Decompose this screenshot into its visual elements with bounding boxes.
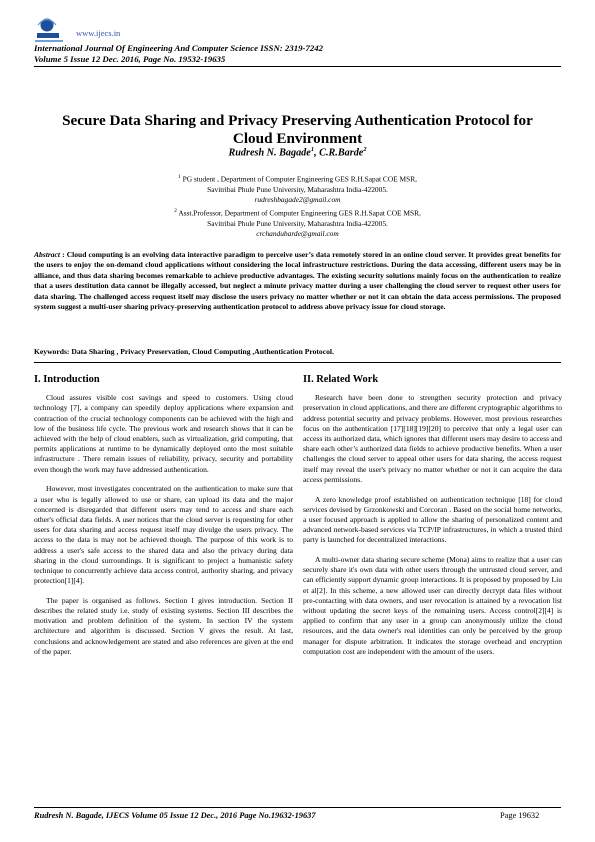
affiliation-1-line1 <box>34 172 561 185</box>
section-1-paragraph-1: Cloud assures visible cost savings and speed to customers. Using cloud technology [7], a company can speedily deploy applications where expansion and contraction of the crucial technology components can be achieved with the high and low of the business life cycle. The previous work and research shows that it can be achieved with the help of cloud enablers, such as virtualization, grid computing, that permits applications at runtime to be dynamically deployed onto the most suitable infrastructure . There remain issues of reliability, privacy, security and portability even though the work may have addressed authentication. <box>34 393 293 474</box>
journal-volume-info: Volume 5 Issue 12 Dec. 2016, Page No. 19532-19635 <box>34 54 226 64</box>
affiliation-2-sup: 2 <box>174 207 177 214</box>
author-2: C.R.Barde <box>319 147 364 159</box>
affiliation-2-line2: Savitribai Phule Pune University, Maharashtra India-422005. <box>207 218 388 228</box>
author-1: Rudresh N. Bagade <box>228 147 311 159</box>
header-divider <box>34 66 561 67</box>
paper-title-line2: Cloud Environment <box>232 129 363 147</box>
affiliations <box>34 172 561 240</box>
footer-divider <box>34 807 561 808</box>
section-1-paragraph-2: However, most investigates concentrated on the authentication to make sure that a user who is legally allowed to use or share, can upload its data and the major concerned is disregarded that different users may tend to access and share each other's official data fields. A user notices that the cloud server is requesting for other users for data sharing and access request itself may divulge the users privacy. The access to the data is may not be achieved though. The purpose of this work is to address a user's safe access to the shared data and also the privacy during data sharing in the cloud surroundings. It is significant to project a humanistic safety technique to concurrently achieve data access control, authority sharing, and privacy protection[1][4]. <box>34 484 293 586</box>
affiliation-2-line1 <box>34 206 561 219</box>
abstract-label: Abstract <box>34 250 60 259</box>
page-number: Page 19632 <box>500 811 540 820</box>
keywords: Keywords: Data Sharing , Privacy Preservation, Cloud Computing ,Authentication Protocol. <box>34 347 334 356</box>
affiliation-2-email[interactable]: crchandubarde@gmail.com <box>256 229 339 239</box>
abstract-text: : Cloud computing is an evolving data interactive paradigm to perceive user’s data remotely stored in an online cloud server. It provides great benefits for the users to enjoy the on-demand cloud applications without considering the local infrastructure restrictions. During the data accessing, different users may be in alliance, and thus data sharing becomes remarkable to achieve productive advantages. The existing security solutions mainly focus on the authentication to realize that a users destitution data cannot be illegally accessed, but neglect a minute privacy matter during a user challenging the cloud server to request other users for data sharing. The challenged access request itself may disclose the users privacy no matter whether or not it can obtain the data access permissions. The proposed system suggest a multi-user sharing privacy-preserving authentication protocol to address above privacy issue for cloud storage. <box>34 250 561 312</box>
left-column <box>34 375 293 667</box>
section-1-paragraph-3: The paper is organised as follows. Section I gives introduction. Section II describes the related study i.e. study of existing systems. Section III describes the motivation and problem definition of the system. In section IV the system architecture and algorithm is discussed. Section V gives the result. At last, conclusions and acknowledgement are stated and also references are given at the end of the paper. <box>34 595 293 656</box>
section-2-paragraph-3: A multi-owner data sharing secure scheme (Mona) aims to realize that a user can securely share it's own data with other users through the untrusted cloud server, and can efficiently support dynamic group interactions. It is proposed by proposed by Liu et al[2]. In this scheme, a new allowed user can directly decrypt data files without pre-contacting with data owners, and user revocation is attained by a revocation list without updating the secret keys of the remaining users. Access control[2][4] is applied to confirm that any user in a group can anonymously utilize the cloud resources, and the data owner's real identities can only be perceived by the group manager for dispute arbitration. It indicates the storage overhead and encryption computation cost are independent with the amount of the users. <box>303 555 562 656</box>
affiliation-1-text: PG student , Department of Computer Engineering GES R.H.Sapat COE MSR, <box>180 174 418 184</box>
section-2-paragraph-2: A zero knowledge proof established on authentication technique [18] for cloud services devised by Grzonkowski and Corcoran . Based on the social home networks, a user focused approach is applied to allow the sharing of personalized content and advanced network-based services via TCP/IP infrastructures, in which a trusted third party is launched for decentralized interactions. <box>303 494 562 545</box>
footer-citation: Rudresh N. Bagade, IJECS Volume 05 Issue 12 Dec., 2016 Page No.19632-19637 <box>34 811 316 820</box>
affiliation-1-line2: Savitribai Phule Pune University, Maharashtra India-422005. <box>207 184 388 194</box>
author-1-sup: 1 <box>310 146 315 153</box>
abstract <box>34 250 561 312</box>
abstract-divider <box>34 362 561 363</box>
journal-url-link[interactable]: www.ijecs.in <box>76 28 121 38</box>
affiliation-2-text: Asst.Professor, Department of Computer Engineering GES R.H.Sapat COE MSR, <box>176 208 421 218</box>
paper-title <box>34 112 561 147</box>
paper-title-line1: Secure Data Sharing and Privacy Preserving Authentication Protocol for <box>62 112 533 129</box>
author-2-sup: 2 <box>363 146 367 153</box>
affiliation-1-sup: 1 <box>177 174 181 180</box>
right-column <box>303 375 562 667</box>
section-2-paragraph-1: Research have been done to strengthen security protection and privacy preservation in cloud applications, and there are different cryptographic algorithms to address potential security and privacy problems. However, most previous researches focus on the authentication [17][18][19][20] to perceive that only a legal user can access its authorized data, which ignores that different users may desire to access and share each other’s authorized data fields to achieve productive benefits. When a user challenges the cloud server to appeal other users for data sharing, the access request itself may reveal the user's privacy no matter whether or not it can acquire the data access permissions. <box>303 393 562 484</box>
section-2-heading: II. Related Work <box>303 374 379 385</box>
affiliation-1-email[interactable]: rudreshbagade2@gmail.com <box>254 195 341 205</box>
journal-name: International Journal Of Engineering And Computer Science ISSN: 2319-7242 <box>34 43 324 53</box>
author-separator: , <box>314 147 320 159</box>
section-1-heading: I. Introduction <box>34 374 100 385</box>
author-list <box>34 146 561 158</box>
